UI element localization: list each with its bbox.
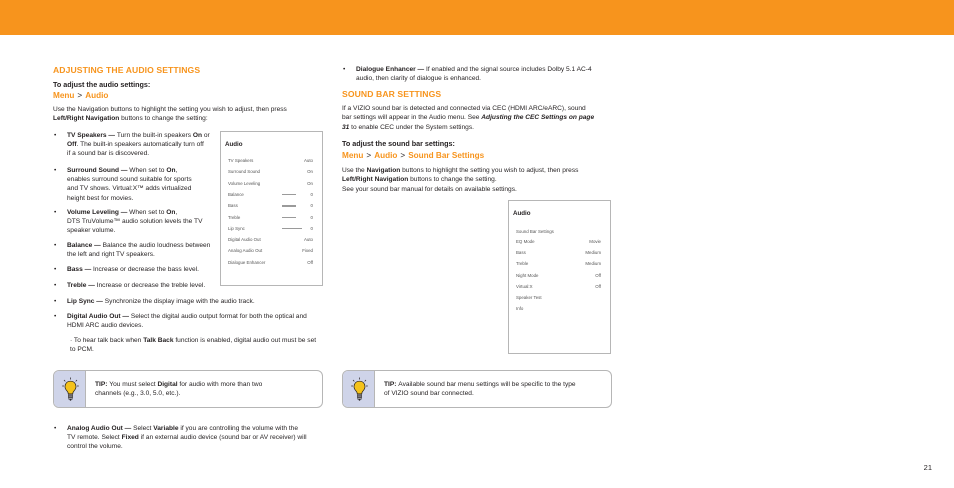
tip-text xyxy=(95,380,262,399)
text: if you are controlling the volume with the xyxy=(178,425,299,432)
bold-text: TIP: xyxy=(384,381,399,388)
text: channels (e.g., 3.0, 5.0, etc.). xyxy=(95,390,181,398)
text: to PCM. xyxy=(70,346,94,354)
bullet-item xyxy=(54,424,332,452)
bullet-dot: • xyxy=(54,313,57,320)
bold-text: Analog Audio Out — xyxy=(67,425,134,432)
menu-path-item: Audio xyxy=(85,91,109,100)
text: Available sound bar menu settings will be specific to the type xyxy=(398,381,576,388)
talkback-note xyxy=(70,336,330,355)
menu-row-label: Analog Audio Out xyxy=(228,248,263,254)
bullet-dot: • xyxy=(54,425,57,432)
menu-row-value: Fixed xyxy=(302,248,313,254)
menu-row-label: Dialogue Enhancer xyxy=(228,259,266,265)
sound-bar-menu-screenshot xyxy=(508,200,611,354)
text: to enable CEC under the System settings. xyxy=(349,123,474,131)
audio-menu-screenshot xyxy=(220,131,323,286)
subheading-adjust-audio: To adjust the audio settings: xyxy=(53,80,151,89)
audio-menu-title: Audio xyxy=(225,141,243,148)
intro-line xyxy=(53,114,323,123)
text-line xyxy=(67,433,332,442)
text: and TV shows. Virtual:X™ adds virtualized xyxy=(67,185,192,193)
text: bar settings will appear in the Audio menu. See xyxy=(342,114,482,122)
menu-path-separator: > xyxy=(77,91,83,100)
bold-text: Dialogue Enhancer — xyxy=(356,66,426,73)
menu-path-item: Menu xyxy=(342,151,364,160)
menu-row-value: Movie xyxy=(589,239,601,244)
text: You must select xyxy=(109,381,158,388)
text: · To hear talk back when xyxy=(70,337,144,344)
text-line xyxy=(342,123,632,132)
text: When set to xyxy=(129,209,167,216)
menu-row-value: Medium xyxy=(585,250,601,256)
text-line xyxy=(342,175,632,184)
bullet-dot: • xyxy=(54,266,57,273)
link-text: 31 xyxy=(342,123,350,131)
bold-text: TV Speakers — xyxy=(67,132,117,139)
tip-line xyxy=(384,389,576,398)
text-line xyxy=(67,131,227,140)
menu-row-label: Treble xyxy=(228,214,241,220)
menu-row-label: Virtual:X xyxy=(516,283,533,289)
text: control the volume. xyxy=(67,443,123,451)
bullet-dot: • xyxy=(54,132,57,139)
text-line xyxy=(67,312,332,321)
text: speaker volume. xyxy=(67,227,116,235)
bullet-item xyxy=(343,65,626,83)
section-title-audio-settings: ADJUSTING THE AUDIO SETTINGS xyxy=(53,65,201,75)
text-line xyxy=(67,217,227,226)
text: Select xyxy=(133,425,154,432)
text: If enabled and the signal source includes Dolby 5.1 AC-4 xyxy=(425,66,592,73)
text-line xyxy=(342,185,632,194)
text: . The built-in speakers automatically turn off xyxy=(76,141,204,149)
bullet-dot: • xyxy=(54,242,57,249)
menu-row-value: Auto xyxy=(303,158,313,163)
text-line xyxy=(356,74,626,83)
bullet-item xyxy=(54,241,227,259)
text: of VIZIO sound bar connected. xyxy=(384,390,474,398)
bold-text: Navigation xyxy=(366,167,401,174)
menu-path-audio xyxy=(53,91,108,100)
bold-text: Bass — xyxy=(67,266,94,273)
menu-row-label: Digital Audio Out xyxy=(228,237,261,243)
lightbulb-icon xyxy=(62,377,79,403)
menu-path-item: Audio xyxy=(374,151,398,160)
bullet-dot: • xyxy=(343,66,346,73)
intro-bold-text: Left/Right Navigation xyxy=(53,115,120,123)
menu-row-label: Balance xyxy=(228,191,244,197)
menu-row-value: 0 xyxy=(310,191,313,197)
text-line xyxy=(67,194,227,203)
menu-row-value: On xyxy=(307,180,313,186)
intro-paragraph xyxy=(53,105,323,124)
text: enables surround sound suitable for sports xyxy=(67,176,192,184)
tip-line xyxy=(95,389,262,398)
bold-text: Left/Right Navigation xyxy=(342,176,409,184)
menu-path-item: Sound Bar Settings xyxy=(408,151,485,160)
sound-bar-menu-title: Audio xyxy=(513,210,531,217)
text: HDMI ARC audio devices. xyxy=(67,322,144,330)
text: See your sound bar manual for details on available settings. xyxy=(342,185,517,193)
menu-row-value: Off xyxy=(595,283,601,289)
menu-path-separator: > xyxy=(366,151,372,160)
menu-row-value: 0 xyxy=(310,214,313,220)
menu-row-value: On xyxy=(307,169,313,175)
text: the left and right TV speakers. xyxy=(67,251,155,259)
menu-row-value: 0 xyxy=(310,203,313,209)
bold-text: On xyxy=(166,167,176,174)
text: DTS TruVolume™ audio solution levels the TV xyxy=(67,218,203,226)
text-line xyxy=(67,250,227,259)
tip-text xyxy=(384,380,576,399)
section-title-sound-bar: SOUND BAR SETTINGS xyxy=(342,89,442,99)
text: If a VIZIO sound bar is detected and connected via CEC (HDMI ARC/eARC), sound xyxy=(342,105,586,112)
sound-bar-steps xyxy=(342,166,632,194)
tip-line xyxy=(384,380,576,389)
text: Select the digital audio output format for both the optical and xyxy=(130,313,307,320)
menu-row-label: Lip Sync xyxy=(228,225,245,231)
menu-row-label: Bass xyxy=(228,203,238,209)
menu-row-label: Night Mode xyxy=(516,272,539,278)
text: audio, then clarity of dialogue is enhanced. xyxy=(356,75,482,83)
text-line xyxy=(342,113,632,122)
text-line xyxy=(67,297,327,306)
page-number: 21 xyxy=(923,463,932,472)
text-line xyxy=(67,208,227,217)
lightbulb-icon xyxy=(351,377,368,403)
menu-row-label: Bass xyxy=(516,250,526,256)
text-line xyxy=(356,65,626,74)
text-line xyxy=(67,424,332,433)
bullet-dot: • xyxy=(54,167,57,174)
text: buttons to change the setting. xyxy=(408,176,497,184)
slider-bar xyxy=(282,217,296,219)
text: Balance the audio loudness between xyxy=(102,242,211,249)
bold-text: Surround Sound — xyxy=(67,167,130,174)
text: Synchronize the display image with the audio track. xyxy=(104,298,255,305)
text-line xyxy=(342,166,632,175)
slider-bar xyxy=(282,205,296,207)
menu-row-label: EQ Mode xyxy=(516,239,535,244)
bold-text: Off xyxy=(67,141,77,149)
text: function is enabled, digital audio out must be set xyxy=(173,337,317,344)
header-bar xyxy=(0,0,954,35)
text: Turn the built-in speakers xyxy=(116,132,193,139)
text: height best for movies. xyxy=(67,194,134,202)
tip-box-digital xyxy=(53,370,323,408)
text: if an external audio device (sound bar or AV receiver) will xyxy=(138,434,307,442)
menu-row-value: Off xyxy=(307,259,313,265)
text-line xyxy=(67,175,227,184)
bold-text: Treble — xyxy=(67,282,97,289)
menu-row-label: Volume Leveling xyxy=(228,180,261,186)
bold-text: TIP: xyxy=(95,381,110,388)
bold-text: Digital Audio Out — xyxy=(67,313,131,320)
bullet-item xyxy=(54,208,227,236)
bold-text: Talk Back xyxy=(143,337,174,344)
text-line xyxy=(67,166,227,175)
menu-row-label: Speaker Test xyxy=(516,295,542,300)
bullet-dot: • xyxy=(54,209,57,216)
text-line xyxy=(342,104,632,113)
bold-text: Digital xyxy=(157,381,178,388)
text-line xyxy=(67,321,332,330)
text-line xyxy=(67,241,227,250)
menu-path-sound-bar xyxy=(342,151,484,160)
menu-path-item: Menu xyxy=(53,91,75,100)
tip-line xyxy=(95,380,262,389)
bold-text: On xyxy=(166,209,176,216)
bold-text: Balance — xyxy=(67,242,103,249)
bullet-item xyxy=(54,297,327,306)
sound-bar-menu-header-label: Sound Bar Settings xyxy=(516,229,554,234)
slider-bar xyxy=(282,194,296,196)
text-line xyxy=(67,442,332,451)
text: if a sound bar is discovered. xyxy=(67,150,150,158)
menu-row-label: Surround Sound xyxy=(228,169,260,175)
text: TV remote. Select xyxy=(67,434,122,442)
bullet-item xyxy=(54,312,332,330)
bold-text: Fixed xyxy=(121,434,139,442)
text-line xyxy=(70,336,330,345)
text: for audio with more than two xyxy=(177,381,263,388)
bold-text: Lip Sync — xyxy=(67,298,105,305)
bullet-item xyxy=(54,131,227,159)
subheading-adjust-sound-bar: To adjust the sound bar settings: xyxy=(342,139,455,148)
text: , xyxy=(175,167,178,174)
text-line xyxy=(67,184,227,193)
menu-row-label: Treble xyxy=(516,261,529,267)
text: or xyxy=(202,132,210,139)
slider-bar xyxy=(282,228,302,230)
bullet-item xyxy=(54,166,227,203)
text: Increase or decrease the bass level. xyxy=(93,266,199,273)
menu-row-value: 0 xyxy=(310,225,313,231)
text-line xyxy=(67,226,227,235)
menu-row-value: Auto xyxy=(303,237,313,243)
menu-row-label: Info xyxy=(516,306,524,312)
menu-row-label: TV Speakers xyxy=(228,158,254,163)
bold-text: On xyxy=(192,132,203,139)
text: Increase or decrease the treble level. xyxy=(96,282,206,289)
sound-bar-intro xyxy=(342,104,632,132)
text: Use the xyxy=(342,167,367,174)
menu-row-value: Medium xyxy=(585,261,601,267)
text-line xyxy=(70,345,330,354)
link-text: Adjusting the CEC Settings on page xyxy=(481,114,595,122)
menu-path-separator: > xyxy=(400,151,406,160)
bold-text: Volume Leveling — xyxy=(67,209,130,216)
bullet-dot: • xyxy=(54,282,57,289)
text-line xyxy=(67,149,227,158)
text: , xyxy=(175,209,178,216)
intro-line: Use the Navigation buttons to highlight the setting you wish to adjust, then press xyxy=(53,106,287,113)
text: buttons to highlight the setting you wish to adjust, then press xyxy=(400,167,579,174)
text-line xyxy=(67,140,227,149)
text: When set to xyxy=(129,167,167,174)
menu-row-value: Off xyxy=(595,272,601,278)
bold-text: Variable xyxy=(153,425,179,432)
intro-text: buttons to change the setting: xyxy=(119,115,208,123)
bullet-dot: • xyxy=(54,298,57,305)
tip-box-sound-bar xyxy=(342,370,612,408)
